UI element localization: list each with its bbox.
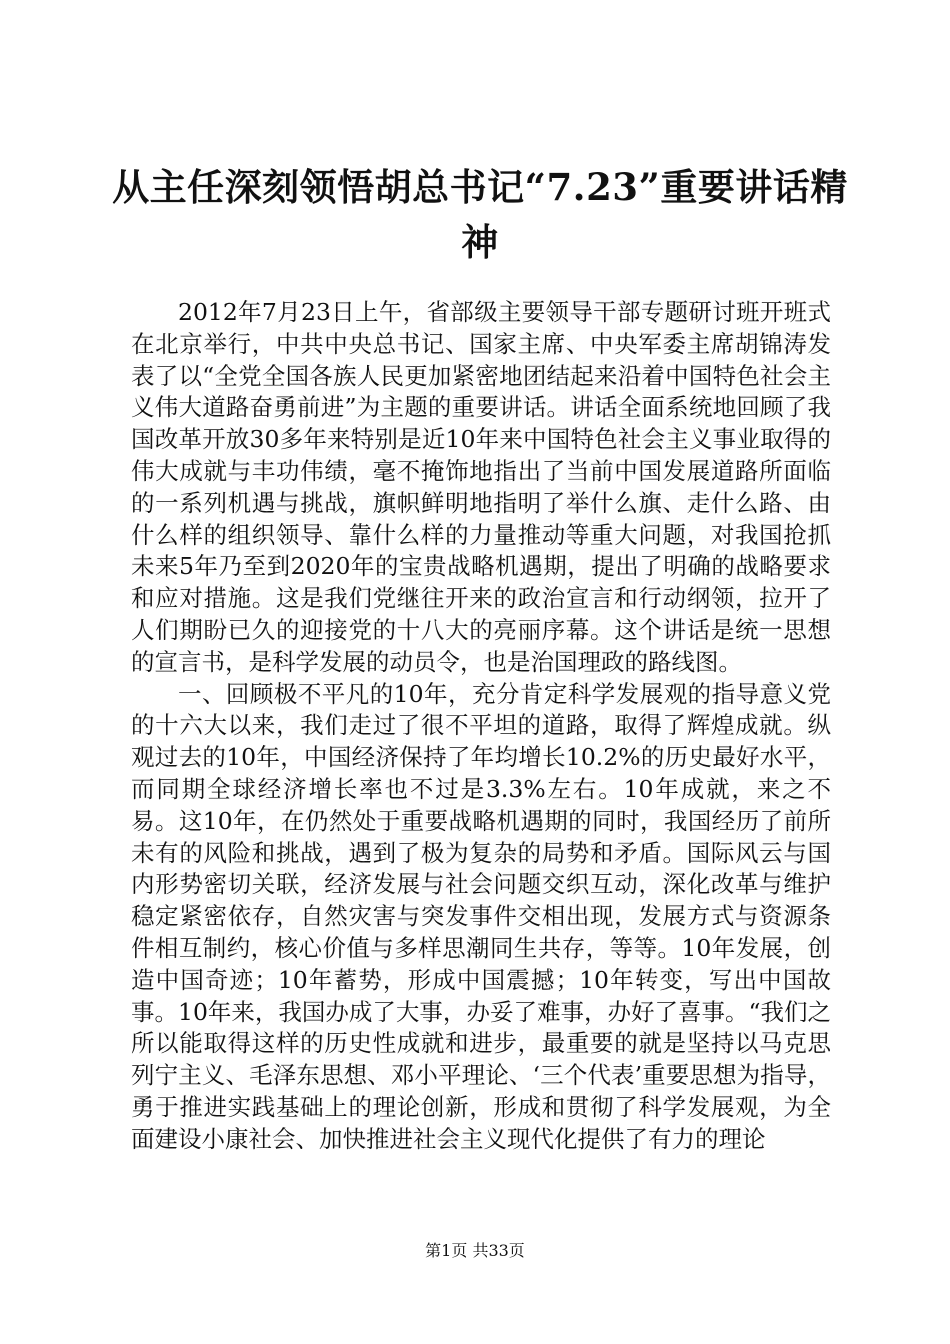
body-paragraph: 2012年7月23日上午，省部级主要领导干部专题研讨班开班式在北京举行，中共中央总书记、国家主席、中央军委主席胡锦涛发表了以“全党全国各族人民更加紧密地团结起来沿着中国特色社会主义伟大道路奋勇前进”为主题的重要讲话。讲话全面系统地回顾了我国改革开放30多年来特别是近10年来中国特色社会主义事业取得的伟大成就与丰功伟绩，毫不掩饰地指出了当前中国发展道路所面临的一系列机遇与挑战，旗帜鲜明地指明了举什么旗、走什么路、由什么样的组织领导、靠什么样的力量推动等重大问题，对我国抢抓未来5年乃至到2020年的宝贵战略机遇期，提出了明确的战略要求和应对措施。这是我们党继往开来的政治宣言和行动纲领，拉开了人们期盼已久的迎接党的十八大的亮丽序幕。这个讲话是统一思想的宣言书，是科学发展的动员令，也是治国理政的路线图。: [131, 298, 831, 676]
document-body: [131, 297, 831, 1156]
document-title: 从主任深刻领悟胡总书记“7.23”重要讲话精神: [112, 165, 848, 264]
body-paragraph: 一、回顾极不平凡的10年，充分肯定科学发展观的指导意义党的十六大以来，我们走过了很不平坦的道路，取得了辉煌成就。纵观过去的10年，中国经济保持了年均增长10.2%的历史最好水平，而同期全球经济增长率也不过是3.3%左右。10年成就，来之不易。这10年，在仍然处于重要战略机遇期的同时，我国经历了前所未有的风险和挑战，遇到了极为复杂的局势和矛盾。国际风云与国内形势密切关联，经济发展与社会问题交织互动，深化改革与维护稳定紧密依存，自然灾害与突发事件交相出现，发展方式与资源条件相互制约，核心价值与多样思潮同生共存，等等。10年发展，创造中国奇迹；10年蓄势，形成中国震撼；10年转变，写出中国故事。10年来，我国办成了大事，办妥了难事，办好了喜事。“我们之所以能取得这样的历史性成就和进步，最重要的就是坚持以马克思列宁主义、毛泽东思想、邓小平理论、‘三个代表’重要思想为指导，勇于推进实践基础上的理论创新，形成和贯彻了科学发展观，为全面建设小康社会、加快推进社会主义现代化提供了有力的理论: [131, 679, 831, 1153]
page-indicator: 第1页 共33页: [425, 1241, 525, 1260]
